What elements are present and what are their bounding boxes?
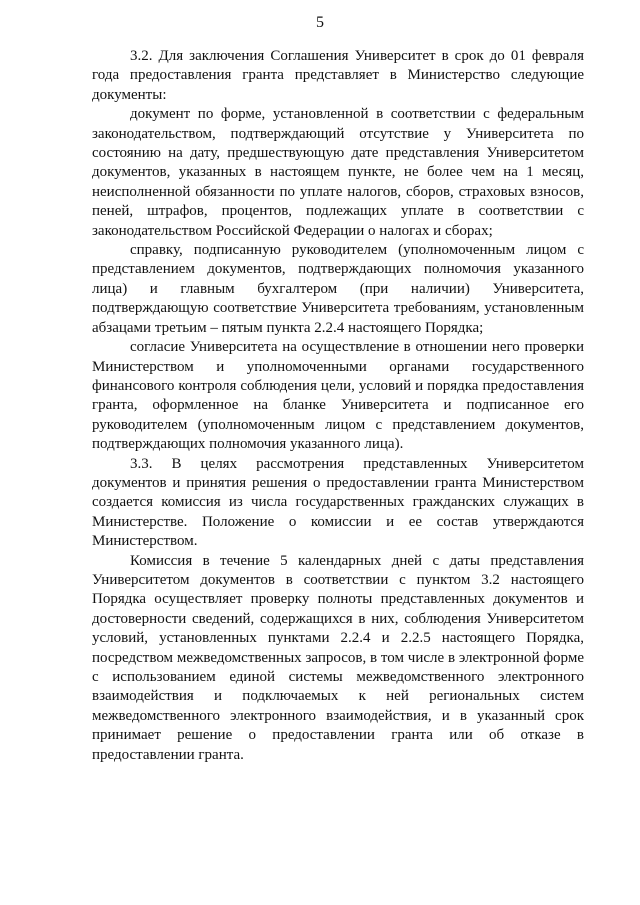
paragraph-consent: согласие Университета на осуществление в отношении него проверки Министерством и уполномоченными органами государственного финансового контроля соблюдения цели, условий и порядка предоставления гранта, оформленное на бланке Университета и подписанное его руководителем (уполномоченным лицом с представлением документов, подтверждающих полномочия указанного лица). (92, 339, 584, 453)
page-number: 5 (316, 14, 324, 31)
paragraph-3-2-intro: 3.2. Для заключения Соглашения Университет в срок до 01 февраля года предоставления гранта представляет в Министерство следующие документы: (92, 48, 584, 103)
paragraph-tax-document: документ по форме, установленной в соответствии с федеральным законодательством, подтверждающий отсутствие у Университета по состоянию на дату, предшествующую дате представления Университетом документов, указанных в настоящем пункте, не более чем на 1 месяц, неисполненной обязанности по уплате налогов, сборов, страховых взносов, пеней, штрафов, процентов, подлежащих уплате в соответствии с законодательством Российской Федерации о налогах и сборах; (92, 106, 584, 239)
paragraph-certificate: справку, подписанную руководителем (уполномоченным лицом с представлением документов, подтверждающих полномочия указанного лица) и главным бухгалтером (при наличии) Университета, подтверждающую соответствие Университета требованиям, установленным абзацами третьим – пятым пункта 2.2.4 настоящего Порядка; (92, 242, 584, 336)
paragraph-commission-review: Комиссия в течение 5 календарных дней с даты представления Университетом документов в соответствии с пунктом 3.2 настоящего Порядка осуществляет проверку полноты представленных документов и достоверности сведений, содержащихся в них, соблюдения Университетом условий, установленных пунктами 2.2.4 и 2.2.5 настоящего Порядка, посредством межведомственных запросов, в том числе в электронной форме с использованием единой системы межведомственного электронного взаимодействия и подключаемых к ней региональных систем межведомственного электронного взаимодействия, и в указанный срок принимает решение о предоставлении гранта или об отказе в предоставлении гранта. (92, 552, 584, 763)
document-body (92, 47, 584, 765)
paragraph-3-3-commission: 3.3. В целях рассмотрения представленных Университетом документов и принятия решения о предоставлении гранта Министерством создается комиссия из числа государственных гражданских служащих в Министерстве. Положение о комиссии и ее состав утверждаются Министерством. (92, 455, 584, 550)
